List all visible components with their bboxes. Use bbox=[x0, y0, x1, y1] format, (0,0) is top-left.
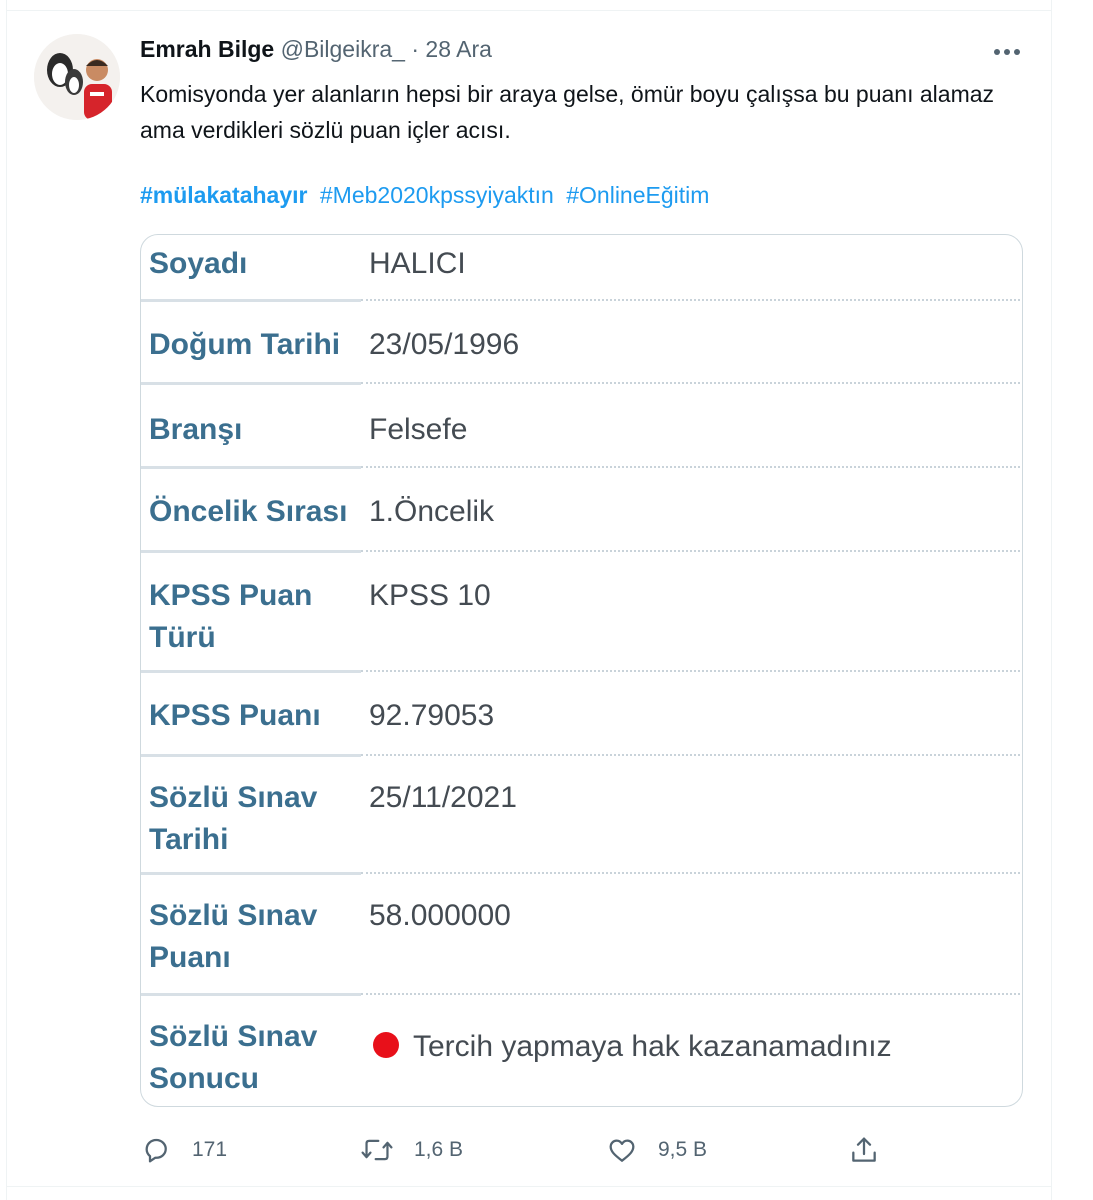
row-value: Felsefe bbox=[369, 413, 468, 446]
row-label: Doğum Tarihi bbox=[149, 328, 341, 361]
row-value: 1.Öncelik bbox=[369, 495, 495, 528]
tweet-header bbox=[140, 36, 492, 63]
share-icon bbox=[848, 1134, 880, 1166]
reply-icon bbox=[140, 1134, 172, 1166]
tweet-actions bbox=[140, 1130, 1020, 1170]
row-label: KPSS Puanı bbox=[149, 699, 321, 732]
reply-button[interactable] bbox=[140, 1130, 227, 1170]
row-divider-dotted bbox=[361, 299, 1023, 301]
tweet-text: Komisyonda yer alanların hepsi bir araya gelse, ömür boyu çalışsa bu puanı alamaz ama verdikleri sözlü puan içler acısı. bbox=[140, 81, 995, 143]
table-row bbox=[141, 996, 1023, 1107]
retweet-count: 1,6 B bbox=[414, 1138, 464, 1161]
row-divider-dotted bbox=[361, 872, 1023, 874]
row-value: 25/11/2021 bbox=[369, 781, 517, 814]
row-divider-dotted bbox=[361, 754, 1023, 756]
table-row bbox=[141, 235, 1023, 301]
table-row bbox=[141, 875, 1023, 995]
meta-separator: · bbox=[411, 36, 420, 62]
more-options-icon bbox=[988, 40, 1028, 64]
row-label: Sözlü Sınav Sonucu bbox=[149, 1020, 318, 1095]
retweet-icon bbox=[360, 1134, 394, 1166]
row-divider-dotted bbox=[361, 466, 1023, 468]
more-options-button[interactable] bbox=[988, 40, 1028, 64]
media-image[interactable] bbox=[140, 234, 1023, 1107]
divider-top bbox=[6, 10, 1052, 11]
like-icon bbox=[606, 1134, 638, 1166]
reply-count: 171 bbox=[192, 1138, 228, 1161]
row-divider-dotted bbox=[361, 670, 1023, 672]
row-value: KPSS 10 bbox=[369, 579, 491, 612]
like-button[interactable] bbox=[606, 1130, 707, 1170]
row-value: 92.79053 bbox=[369, 699, 495, 732]
row-value: HALICI bbox=[369, 247, 466, 280]
like-count: 9,5 B bbox=[658, 1138, 708, 1161]
row-label: Sözlü Sınav Puanı bbox=[149, 899, 318, 974]
table-row bbox=[141, 469, 1023, 552]
row-label: Sözlü Sınav Tarihi bbox=[149, 781, 318, 856]
table-row bbox=[141, 553, 1023, 672]
row-value: 23/05/1996 bbox=[369, 328, 520, 361]
tweet-date[interactable]: 28 Ara bbox=[425, 36, 492, 62]
status-red-dot bbox=[373, 1032, 399, 1058]
avatar-image bbox=[34, 34, 120, 120]
row-value: 58.000000 bbox=[369, 899, 511, 932]
author-handle[interactable]: @Bilgeikra_ bbox=[280, 36, 405, 62]
row-label: Soyadı bbox=[149, 247, 248, 280]
hashtag-onlineegitim[interactable]: #OnlineEğitim bbox=[566, 182, 710, 208]
row-label: Öncelik Sırası bbox=[149, 495, 348, 528]
hashtag-mulakatahayir[interactable]: #mülakatahayır bbox=[140, 182, 308, 208]
table-row bbox=[141, 673, 1023, 756]
share-button[interactable] bbox=[848, 1130, 900, 1170]
table-row bbox=[141, 302, 1023, 384]
retweet-button[interactable] bbox=[360, 1130, 463, 1170]
author-name[interactable]: Emrah Bilge bbox=[140, 36, 275, 62]
hashtags bbox=[140, 179, 715, 211]
avatar[interactable] bbox=[34, 34, 120, 120]
result-text: Tercih yapmaya hak kazanamadınız bbox=[413, 1030, 892, 1063]
row-label: Branşı bbox=[149, 413, 243, 446]
row-divider-dotted bbox=[361, 382, 1023, 384]
result-value bbox=[369, 1026, 892, 1068]
row-divider-dotted bbox=[361, 993, 1023, 995]
table-row bbox=[141, 385, 1023, 468]
divider-bottom bbox=[6, 1186, 1052, 1187]
hashtag-meb2020[interactable]: #Meb2020kpssyiyaktın bbox=[319, 182, 554, 208]
row-divider-dotted bbox=[361, 550, 1023, 552]
row-label: KPSS Puan Türü bbox=[149, 579, 313, 654]
table-row bbox=[141, 757, 1023, 874]
